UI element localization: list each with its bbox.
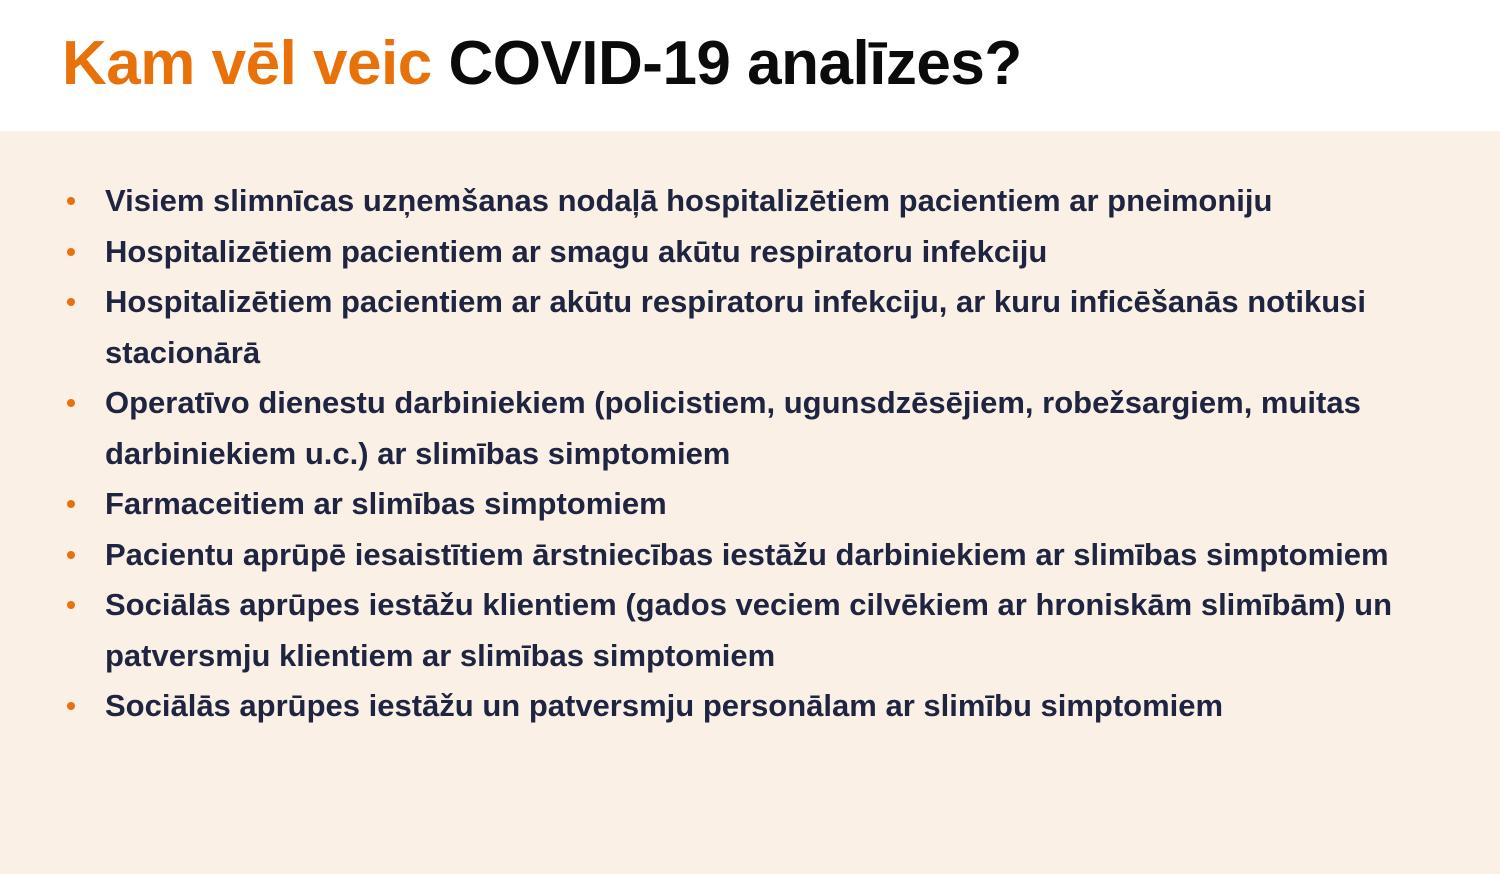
- bullet-icon: [67, 248, 75, 256]
- list-item: [64, 530, 1484, 581]
- header: [0, 0, 1500, 131]
- bullet-icon: [67, 551, 75, 559]
- list-item: [64, 681, 1484, 732]
- list-item: [64, 277, 1484, 378]
- title-accent: Kam vēl veic: [62, 29, 432, 98]
- page-title: [62, 24, 1022, 104]
- bullet-icon: [67, 197, 75, 205]
- list-item-text: Hospitalizētiem pacientiem ar akūtu respiratoru infekciju, ar kuru inficēšanās notikusi stacionārā: [105, 284, 1367, 370]
- list-item-text: Hospitalizētiem pacientiem ar smagu akūtu respiratoru infekciju: [105, 233, 1048, 269]
- list-item: [64, 227, 1484, 278]
- bullet-icon: [67, 601, 75, 609]
- bullet-icon: [67, 399, 75, 407]
- list-item: [64, 479, 1484, 530]
- list-item-text: Visiem slimnīcas uzņemšanas nodaļā hospitalizētiem pacientiem ar pneimoniju: [105, 183, 1273, 218]
- list-item: [64, 176, 1484, 227]
- bullet-list: [64, 176, 1484, 732]
- content-panel: [0, 131, 1500, 874]
- bullet-icon: [67, 702, 75, 710]
- list-item-text: Sociālās aprūpes iestāžu un patversmju personālam ar slimību simptomiem: [105, 688, 1224, 723]
- list-item-text: Sociālās aprūpes iestāžu klientiem (gados veciem cilvēkiem ar hroniskām slimībām) un patversmju klientiem ar slimības simptomiem: [105, 587, 1393, 673]
- list-item-text: Farmaceitiem ar slimības simptomiem: [105, 486, 667, 521]
- list-item: [64, 580, 1484, 681]
- list-item-text: Operatīvo dienestu darbiniekiem (policistiem, ugunsdzēsējiem, robežsargiem, muitas darbiniekiem u.c.) ar slimības simptomiem: [105, 385, 1361, 471]
- bullet-icon: [67, 500, 75, 508]
- list-item-text: Pacientu aprūpē iesaistītiem ārstniecības iestāžu darbiniekiem ar slimības simptomiem: [105, 536, 1389, 572]
- list-item: [64, 378, 1484, 479]
- title-main: COVID-19 analīzes?: [448, 29, 1022, 98]
- bullet-icon: [67, 298, 75, 306]
